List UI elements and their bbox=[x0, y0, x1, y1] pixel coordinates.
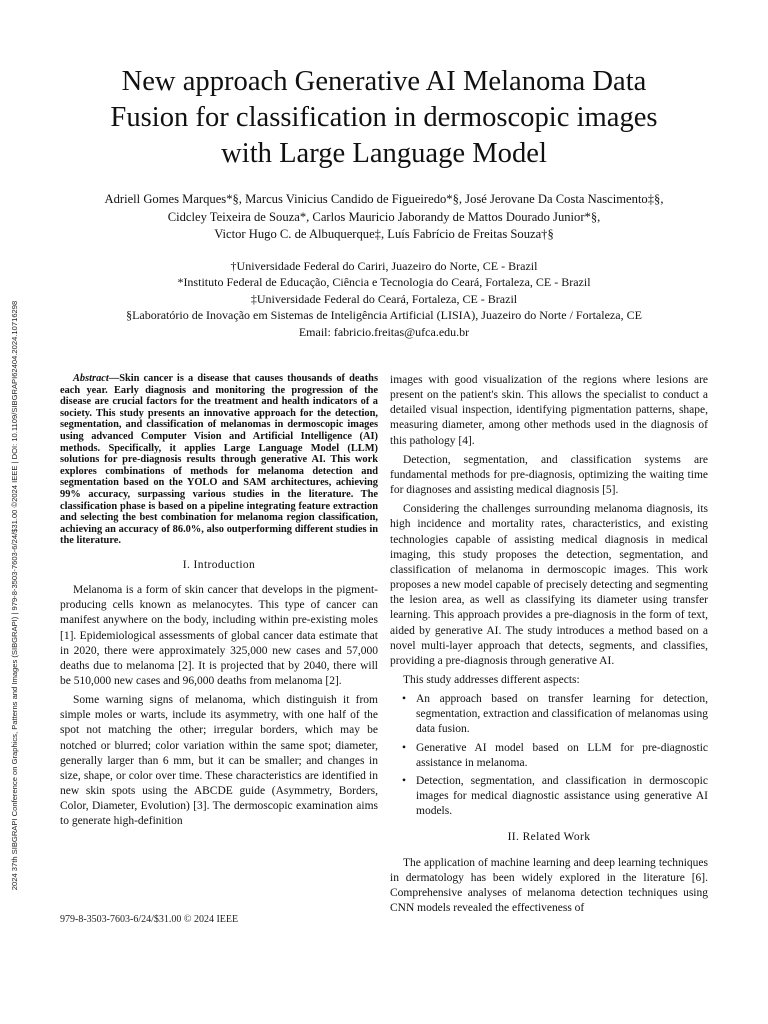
affiliation-list bbox=[40, 258, 728, 340]
intro-paragraph-5: Considering the challenges surrounding melanoma diagnosis, its high incidence and mortality rates, characteristics, and existing technologies capable of assisting medical diagnosis in medical imaging, this study proposes the detection, segmentation, and classification of melanoma in dermoscopic images. This work proposes a new model capable of precisely detecting and segmenting the lesion area, as well as classifying its diameter using transfer learning. This approach provides a pre-diagnosis in the form of text, aided by generative AI. The study introduces a method based on a novel multi-layer approach that detects, segments, and classifies, providing a pre-diagnosis through generative AI. bbox=[390, 503, 708, 667]
abstract-label: Abstract bbox=[73, 373, 109, 384]
affiliation-cariri: †Universidade Federal do Cariri, Juazeiro do Norte, CE - Brazil bbox=[230, 259, 538, 273]
related-work-paragraph: The application of machine learning and deep learning techniques in dermatology has been widely explored in the literature [6]. Comprehensive analyses of melanoma detection techniques using CNN models revealed the effectiveness of bbox=[390, 856, 708, 914]
contribution-item: • Detection, segmentation, and classification in dermoscopic images for medical diagnostic assistance using generative AI models. bbox=[416, 774, 708, 819]
copyright-footer: 979-8-3503-7603-6/24/$31.00 © 2024 IEEE bbox=[60, 914, 239, 925]
contribution-item: • Generative AI model based on LLM for pre-diagnostic assistance in melanoma. bbox=[416, 741, 708, 771]
authors-line-3: Victor Hugo C. de Albuquerque‡, Luís Fabrício de Freitas Souza†§ bbox=[214, 227, 554, 241]
left-column bbox=[60, 373, 378, 834]
contributions-list bbox=[390, 692, 708, 819]
title-line-1: New approach Generative AI Melanoma Data bbox=[121, 66, 647, 97]
affiliation-ufc: ‡Universidade Federal do Ceará, Fortaleza, CE - Brazil bbox=[250, 291, 518, 306]
author-list bbox=[40, 191, 728, 244]
intro-paragraph-6: This study addresses different aspects: bbox=[403, 673, 580, 686]
right-column bbox=[390, 373, 708, 920]
intro-paragraph-4: Detection, segmentation, and classification systems are fundamental methods for pre-diagnosis, optimizing the waiting time for diagnoses and assisting medical diagnosis [5]. bbox=[390, 453, 708, 497]
affiliation-lisia: §Laboratório de Inovação em Sistemas de Inteligência Artificial (LISIA), Juazeiro do Norte / Fortaleza, CE bbox=[126, 308, 642, 323]
intro-paragraph-1: Melanoma is a form of skin cancer that develops in the pigment-producing cells known as melanocytes. This type of cancer can manifest anywhere on the body, including within pre-existing moles [1]. Epidemiological assessments of global cancer data estimate that in 2020, there were approximately 325,000 new cases and 57,000 deaths due to melanoma [2]. It is projected that by 2040, there will be 510,000 new cases and 96,000 deaths from melanoma [2]. bbox=[60, 584, 378, 687]
title-line-3: with Large Language Model bbox=[221, 138, 547, 169]
abstract-text: —Skin cancer is a disease that causes thousands of deaths each year. Early diagnosis and monitoring the progression of the disease are crucial factors for the treatment and health indicators of a society. This study presents an innovative approach for the detection, segmentation, and classification of melanomas in dermoscopic images using advanced Computer Vision and Artificial Intelligence (AI) methods. Specifically, it applies Large Language Model (LLM) solutions for pre-diagnosis results through generative AI. This work explores combinations of methods for melanoma detection and segmentation based on the YOLO and SAM architectures, achieving 99% accuracy, surpassing various studies in the literature. The classification phase is based on a pipeline integrating feature extraction and selecting the best combination for melanoma region classification, achieving an accuracy of 86.0%, also outperforming different studies in the literature. bbox=[60, 373, 378, 547]
paper-title bbox=[60, 64, 708, 172]
section-heading-introduction: I. Introduction bbox=[182, 558, 256, 571]
affiliation-ifce: *Instituto Federal de Educação, Ciência e Tecnologia do Ceará, Fortaleza, CE - Brazil bbox=[177, 275, 591, 290]
title-line-2: Fusion for classification in dermoscopic images bbox=[110, 102, 658, 133]
intro-paragraph-2: Some warning signs of melanoma, which distinguish it from simple moles or warts, include its asymmetry, with one half of the spot not matching the other; irregular borders, which may be notched or blurred; color variation within the same spot; diameter, generally larger than 6 mm, but it can be smaller; and changes in size, shape, or color over time. These characteristics are identified in new skin spots using the ABCDE guide (Asymmetry, Borders, Color, Diameter, Evolution) [3]. The dermoscopic examination aims to generate high-definition bbox=[60, 694, 378, 828]
abstract bbox=[60, 373, 378, 547]
authors-line-2: Cidcley Teixeira de Souza*, Carlos Mauricio Jaborandy de Mattos Dourado Junior*§, bbox=[167, 209, 601, 224]
intro-paragraph-3: images with good visualization of the regions where lesions are present on the patient's skin. This allows the specialist to conduct a detailed visual inspection, identifying pigmentation patterns, shape, measuring diameter, among other methods used in the diagnosis of this pathology [4]. bbox=[390, 374, 708, 447]
side-margin-citation bbox=[8, 230, 22, 960]
authors-line-1: Adriell Gomes Marques*§, Marcus Vinicius Candido de Figueiredo*§, José Jerovane Da Costa Nascimento‡§, bbox=[104, 192, 664, 206]
contact-email: Email: fabricio.freitas@ufca.edu.br bbox=[298, 324, 470, 339]
contribution-item: • An approach based on transfer learning for detection, segmentation, extraction and classification of melanomas using data fusion. bbox=[416, 692, 708, 737]
side-margin-text: 2024 37th SIBGRAPI Conference on Graphics, Patterns and Images (SIBGRAPI) | 979-8-3503-7603-6/24/$31.00 ©2024 IEEE | DOI: 10.1109/SIBGRAPI62404.2024.10716298 bbox=[10, 300, 20, 890]
section-heading-related-work: II. Related Work bbox=[507, 831, 591, 844]
